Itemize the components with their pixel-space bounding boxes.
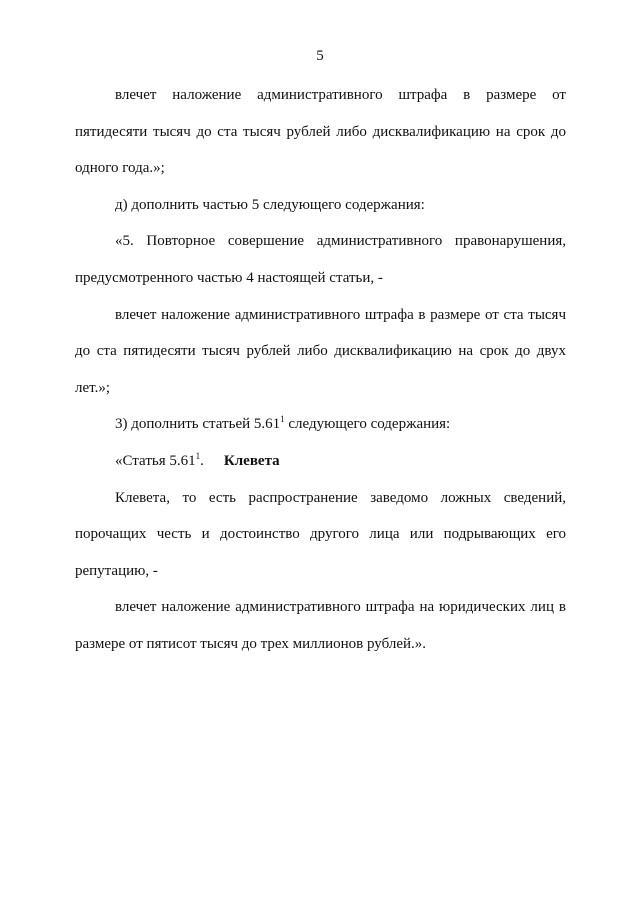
superscript-index: 1 xyxy=(195,450,201,461)
article-title: Клевета xyxy=(223,452,280,469)
article-heading xyxy=(75,443,566,480)
paragraph-add-article xyxy=(75,406,566,443)
add-article-text: 3) дополнить статьей 5.61 xyxy=(115,416,281,433)
paragraph-penalty-repeat: влечет наложение административного штрафа в размере от ста тысяч до ста пятидесяти тысяч рублей либо дисквалификацию на срок до двух лет.»; xyxy=(75,306,566,396)
paragraph-repeat-offense: «5. Повторное совершение административного правонарушения, предусмотренного частью 4 настоящей статьи, - xyxy=(75,233,566,286)
document-body xyxy=(75,77,566,663)
article-number: «Статья 5.61 xyxy=(115,452,196,469)
article-number-end: . xyxy=(200,452,204,469)
paragraph-add-part-5: д) дополнить частью 5 следующего содержания: xyxy=(115,196,425,213)
paragraph-penalty-legal-entities: влечет наложение административного штрафа на юридических лиц в размере от пятисот тысяч до трех миллионов рублей.». xyxy=(75,599,566,652)
paragraph-penalty-fine: влечет наложение административного штрафа в размере от пятидесяти тысяч до ста тысяч рублей либо дисквалификацию на срок до одного года.»; xyxy=(75,87,566,177)
superscript-index: 1 xyxy=(280,414,285,425)
add-article-text-end: следующего содержания: xyxy=(284,416,451,433)
page-number: 5 xyxy=(316,48,324,64)
paragraph-defamation-definition: Клевета, то есть распространение заведомо ложных сведений, порочащих честь и достоинство другого лица или подрывающих его репутацию, - xyxy=(75,489,566,579)
